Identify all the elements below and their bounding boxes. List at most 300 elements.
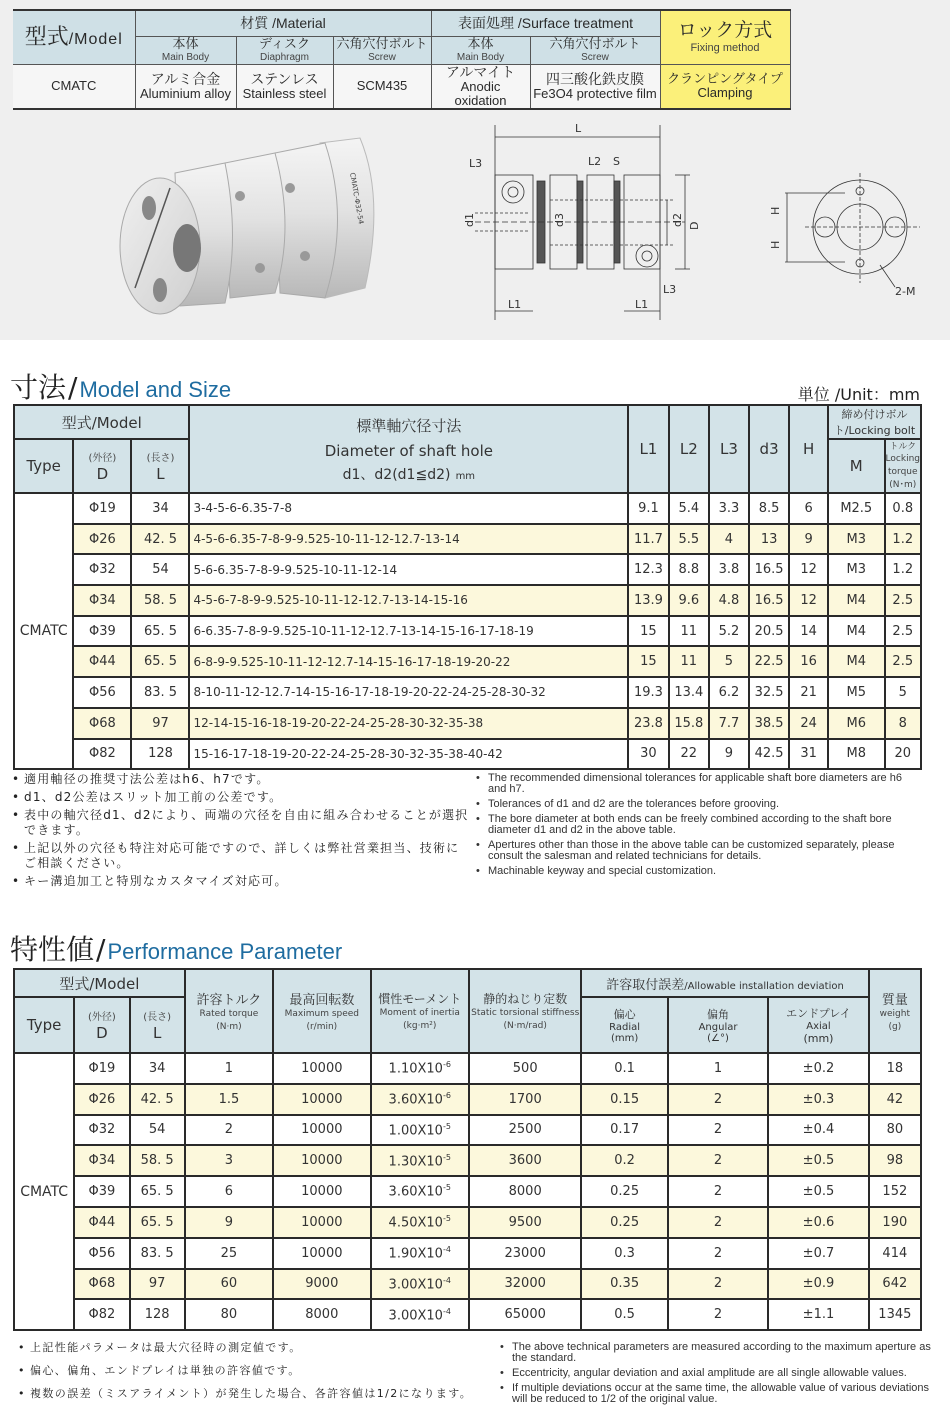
type-cell: CMATC (14, 1053, 74, 1330)
model-header (13, 10, 135, 64)
cell-l: 34 (131, 493, 189, 524)
inertia-mantissa: 1.30X10 (388, 1153, 443, 1169)
cell-shaft: 5-6-6.35-7-8-9-9.525-10-11-12-14 (189, 554, 628, 585)
material-model-cell: CMATC (13, 64, 135, 109)
size-table-row (14, 554, 921, 585)
cell-l1: 15 (628, 646, 668, 677)
cell-l: 54 (131, 554, 189, 585)
cell-l2: 5.5 (669, 524, 709, 555)
cell-l2: 5.4 (669, 493, 709, 524)
sub-header-surface-body (431, 36, 530, 64)
perf-notes-en (500, 1342, 940, 1409)
dev-en: /Allowable installation deviation (684, 980, 844, 992)
cell-h: 9 (789, 524, 828, 555)
cell-l2: 22 (669, 739, 709, 770)
cell-speed: 10000 (273, 1084, 370, 1115)
sub-en: Main Body (456, 51, 505, 63)
h-jp: 静的ねじり定数 (483, 991, 568, 1006)
note: • 上記以外の穴径も特注対応可能ですので、詳しくは弊社営業担当、技術にご相談ください。 (12, 841, 472, 871)
cell-l: 128 (131, 739, 189, 770)
cell-d: Φ26 (73, 524, 131, 555)
cell-angular: 2 (668, 1084, 768, 1115)
cell-shaft: 6-8-9-9.525-10-11-12-12.7-14-15-16-17-18-19-20-22 (189, 646, 628, 677)
cell-l: 97 (131, 708, 189, 739)
svg-text:D: D (688, 221, 701, 230)
max-speed-header (273, 969, 370, 1053)
cell-radial: 0.17 (581, 1115, 667, 1146)
rated-torque-header (185, 969, 273, 1053)
size-table-row (14, 524, 921, 555)
svg-text:L: L (575, 122, 582, 135)
perf-table-row (14, 1053, 921, 1084)
cell-stiff: 3600 (469, 1145, 581, 1176)
cell-L: 65. 5 (130, 1207, 185, 1238)
l-jp: (長さ) (143, 1012, 172, 1023)
cell-l3: 4.8 (709, 585, 749, 616)
h-jp: 最高回転数 (289, 992, 355, 1008)
inertia-exponent: -4 (442, 1306, 451, 1316)
inertia-exponent: -6 (442, 1060, 451, 1070)
cell-l2: 8.8 (669, 554, 709, 585)
sub-header-surface-screw (530, 36, 660, 64)
svg-text:L1: L1 (635, 298, 649, 311)
note: • 表中の軸穴径d1、d2により、両端の穴径を自由に組み合わせることが選択できます。 (12, 808, 472, 838)
sub-header-main-body (135, 36, 236, 64)
cell-axial: ±0.4 (768, 1115, 868, 1146)
cell-inertia (371, 1115, 469, 1146)
cell-d3: 13 (749, 524, 789, 555)
cell-d3: 32.5 (749, 677, 789, 708)
performance-table (13, 968, 922, 1331)
radial-header (581, 997, 667, 1053)
cell-torque: 1.2 (885, 554, 921, 585)
surface-screw-treatment (530, 64, 660, 109)
cell-m: M5 (828, 677, 885, 708)
cell-D: Φ82 (74, 1299, 129, 1330)
cell-inertia (371, 1207, 469, 1238)
cell-D: Φ19 (74, 1053, 129, 1084)
sub-jp: 六角穴付ボルト (549, 36, 641, 52)
h-unit: (∠°) (707, 1033, 729, 1044)
cell-l1: 30 (628, 739, 668, 770)
size-table-row (14, 585, 921, 616)
cell-torque: 9 (185, 1207, 273, 1238)
cell-radial: 0.25 (581, 1176, 667, 1207)
surface-group-header: 表面処理 /Surface treatment (431, 10, 660, 36)
cell-l1: 15 (628, 616, 668, 647)
note: • d1、d2公差はスリット加工前の公差です。 (12, 790, 472, 805)
size-title-en: Model and Size (79, 377, 232, 402)
screw-material (333, 64, 431, 109)
cell-shaft: 6-6.35-7-8-9-9.525-10-11-12-12.7-13-14-15-16-17-18-19 (189, 616, 628, 647)
d-en: D (96, 1024, 108, 1042)
cell-d3: 20.5 (749, 616, 789, 647)
inertia-mantissa: 1.10X10 (388, 1061, 443, 1077)
inertia-mantissa: 3.00X10 (388, 1277, 443, 1293)
cell-torque: 3 (185, 1145, 273, 1176)
inertia-mantissa: 3.00X10 (388, 1307, 443, 1323)
cell-l: 58. 5 (131, 585, 189, 616)
cell-axial: ±0.7 (768, 1238, 868, 1269)
cell-D: Φ39 (74, 1176, 129, 1207)
cell-h: 14 (789, 616, 828, 647)
size-section-title: 寸法/Model and Size (10, 371, 232, 404)
cell-l3: 9 (709, 739, 749, 770)
l-header-jp: (長さ) (146, 453, 175, 464)
svg-text:S: S (613, 155, 620, 168)
cell-shaft: 15-16-17-18-19-20-22-24-25-28-30-32-35-38-40-42 (189, 739, 628, 770)
sub-jp: 本体 (467, 36, 494, 52)
cell-l: 65. 5 (131, 616, 189, 647)
l-header-en: L (156, 465, 165, 483)
cell-d3: 16.5 (749, 585, 789, 616)
inertia-exponent: -4 (442, 1275, 451, 1285)
cell-D: Φ26 (74, 1084, 129, 1115)
cell-weight: 1345 (869, 1299, 921, 1330)
model-header-en: /Model (68, 31, 123, 49)
cell-torque: 20 (885, 739, 921, 770)
dimension-drawing (455, 115, 945, 335)
cell-radial: 0.2 (581, 1145, 667, 1176)
cell-radial: 0.3 (581, 1238, 667, 1269)
cell-h: 16 (789, 646, 828, 677)
cell-torque: 8 (885, 708, 921, 739)
svg-text:L3: L3 (469, 157, 483, 170)
cell-weight: 414 (869, 1238, 921, 1269)
perf-table-row (14, 1084, 921, 1115)
cell-l2: 13.4 (669, 677, 709, 708)
cell-torque: 5 (885, 677, 921, 708)
cell-radial: 0.1 (581, 1053, 667, 1084)
h-jp: 許容トルク (196, 992, 262, 1008)
cell-l2: 15.8 (669, 708, 709, 739)
cell-l3: 4 (709, 524, 749, 555)
unit-label: 単位 /Unit：mm (797, 385, 920, 404)
torque-en: Locking torque (885, 454, 920, 477)
sub-en: Screw (581, 51, 609, 63)
size-notes-jp (12, 772, 472, 892)
inertia-mantissa: 1.00X10 (388, 1123, 443, 1139)
cell-D: Φ32 (74, 1115, 129, 1146)
d-header (74, 997, 129, 1053)
cell-angular: 2 (668, 1115, 768, 1146)
cell-l: 65. 5 (131, 646, 189, 677)
sub-jp: 本体 (172, 36, 199, 52)
val-en: Stainless steel (242, 86, 327, 102)
torque-unit: (N･m) (889, 479, 917, 490)
cell-speed: 10000 (273, 1176, 370, 1207)
inertia-exponent: -5 (442, 1214, 451, 1224)
cell-radial: 0.35 (581, 1269, 667, 1300)
size-table-row (14, 646, 921, 677)
perf-model-header: 型式/Model (14, 969, 185, 997)
cell-inertia (371, 1176, 469, 1207)
cell-torque: 1.2 (885, 524, 921, 555)
shaft-header-jp: 標準軸穴径寸法 (356, 416, 462, 435)
perf-table-row (14, 1176, 921, 1207)
h-en: Angular (698, 1022, 738, 1033)
d-header-jp: (外径) (88, 453, 117, 464)
perf-table-row (14, 1115, 921, 1146)
h-jp: エンドプレイ (786, 1007, 851, 1020)
h-unit: (g) (888, 1021, 902, 1032)
cell-angular: 2 (668, 1145, 768, 1176)
h-en: Rated torque (199, 1008, 259, 1019)
h-en: Maximum speed (284, 1008, 360, 1019)
val-jp: 四三酸化鉄皮膜 (546, 70, 644, 87)
cell-axial: ±0.9 (768, 1269, 868, 1300)
cell-weight: 152 (869, 1176, 921, 1207)
cell-torque: 1 (185, 1053, 273, 1084)
cell-speed: 10000 (273, 1145, 370, 1176)
material-band (0, 0, 950, 340)
cell-stiff: 1700 (469, 1084, 581, 1115)
perf-title-jp: 特性値 (10, 933, 95, 966)
h-en: Radial (609, 1022, 641, 1033)
note: • Eccentricity, angular deviation and axial amplitude are all single allowable values. (500, 1368, 940, 1379)
cell-d: Φ19 (73, 493, 131, 524)
h-en: Static torsional stiffness (471, 1007, 580, 1018)
inertia-exponent: -6 (442, 1091, 451, 1101)
perf-section-title: 特性値/Performance Parameter (10, 933, 343, 966)
fixing-header-jp: ロック方式 (677, 19, 773, 41)
l1-header: L1 (628, 405, 668, 493)
cell-shaft: 12-14-15-16-18-19-20-22-24-25-28-30-32-35-38 (189, 708, 628, 739)
cell-L: 128 (130, 1299, 185, 1330)
cell-torque: 80 (185, 1299, 273, 1330)
inertia-mantissa: 4.50X10 (388, 1215, 443, 1231)
cell-l2: 9.6 (669, 585, 709, 616)
h-unit: (mm) (610, 1033, 639, 1044)
cell-l1: 23.8 (628, 708, 668, 739)
size-table-row (14, 708, 921, 739)
cell-speed: 10000 (273, 1115, 370, 1146)
cell-angular: 2 (668, 1207, 768, 1238)
material-table (13, 9, 791, 110)
val-jp: アルマイト (445, 63, 516, 80)
cell-weight: 98 (869, 1145, 921, 1176)
d-header-en: D (96, 465, 109, 483)
h-unit: (mm) (803, 1032, 834, 1045)
size-table-row (14, 616, 921, 647)
perf-title-en: Performance Parameter (107, 939, 343, 964)
cell-inertia (371, 1084, 469, 1115)
cell-D: Φ44 (74, 1207, 129, 1238)
cell-l: 42. 5 (131, 524, 189, 555)
inertia-exponent: -5 (442, 1152, 451, 1162)
note: • Tolerances of d1 and d2 are the tolerances before grooving. (476, 799, 916, 810)
cell-radial: 0.15 (581, 1084, 667, 1115)
h-unit: (kg·m²) (403, 1020, 437, 1031)
cell-d: Φ82 (73, 739, 131, 770)
cell-l1: 19.3 (628, 677, 668, 708)
cell-d3: 42.5 (749, 739, 789, 770)
val-jp: アルミ合金 (150, 70, 221, 87)
d-jp: (外径) (87, 1012, 116, 1023)
shaft-header-en: Diameter of shaft hole (324, 441, 493, 460)
val-en: Aluminium alloy (139, 86, 232, 102)
cell-m: M4 (828, 646, 885, 677)
val-en: Clamping (697, 85, 753, 101)
axial-header (768, 997, 868, 1053)
perf-table-row (14, 1207, 921, 1238)
cell-torque: 2.5 (885, 616, 921, 647)
cell-axial: ±0.6 (768, 1207, 868, 1238)
cell-l3: 5.2 (709, 616, 749, 647)
dev-jp: 許容取付誤差 (606, 977, 685, 993)
cell-m: M3 (828, 554, 885, 585)
type-header: Type (14, 997, 74, 1053)
sub-jp: ディスク (259, 36, 310, 52)
stiffness-header (469, 969, 581, 1053)
size-table-row (14, 677, 921, 708)
svg-text:d2: d2 (671, 213, 684, 227)
diaphragm-material (236, 64, 333, 109)
h-jp: 慣性モーメント (378, 991, 462, 1006)
cell-shaft: 4-5-6-6.35-7-8-9-9.525-10-11-12-12.7-13-14 (189, 524, 628, 555)
cell-radial: 0.5 (581, 1299, 667, 1330)
coupling-product-photo (115, 128, 385, 318)
cell-torque: 6 (185, 1176, 273, 1207)
cell-stiff: 9500 (469, 1207, 581, 1238)
cell-stiff: 65000 (469, 1299, 581, 1330)
cell-angular: 2 (668, 1299, 768, 1330)
cell-D: Φ34 (74, 1145, 129, 1176)
cell-l3: 3.8 (709, 554, 749, 585)
perf-table-row (14, 1145, 921, 1176)
h-header: H (789, 405, 828, 493)
cell-D: Φ68 (74, 1269, 129, 1300)
cell-torque: 25 (185, 1238, 273, 1269)
cell-d3: 8.5 (749, 493, 789, 524)
l-header (131, 439, 189, 493)
svg-text:2-M: 2-M (895, 285, 916, 298)
torque-jp: トルク (889, 441, 917, 452)
cell-d: Φ32 (73, 554, 131, 585)
cell-angular: 2 (668, 1176, 768, 1207)
inertia-exponent: -5 (442, 1121, 451, 1131)
cell-stiff: 23000 (469, 1238, 581, 1269)
cell-axial: ±0.2 (768, 1053, 868, 1084)
cell-angular: 1 (668, 1053, 768, 1084)
svg-text:L2: L2 (588, 155, 602, 168)
cell-stiff: 32000 (469, 1269, 581, 1300)
locking-torque-header (885, 439, 921, 493)
sub-jp: 六角穴付ボルト (336, 36, 428, 52)
cell-l: 83. 5 (131, 677, 189, 708)
cell-m: M6 (828, 708, 885, 739)
h-jp: 偏角 (707, 1008, 730, 1021)
cell-L: 54 (130, 1115, 185, 1146)
note: • 上記性能パラメータは最大穴径時の測定値です。 (18, 1338, 478, 1358)
cell-weight: 42 (869, 1084, 921, 1115)
cell-inertia (371, 1145, 469, 1176)
note: • キー溝追加工と特別なカスタマイズ対応可。 (12, 874, 472, 889)
inertia-exponent: -4 (442, 1245, 451, 1255)
perf-notes-jp (18, 1338, 478, 1406)
material-group-header: 材質 /Material (135, 10, 431, 36)
cell-m: M8 (828, 739, 885, 770)
size-model-header: 型式/Model (14, 405, 189, 439)
locking-bolt-header: 締め付けボルト/Locking bolt (828, 405, 921, 439)
size-notes-en (476, 773, 916, 881)
l2-header: L2 (669, 405, 709, 493)
inertia-header (371, 969, 469, 1053)
note: • Machinable keyway and special customization. (476, 866, 916, 877)
h-en: weight (879, 1008, 911, 1019)
note: • 偏心、偏角、エンドプレイは単独の許容値です。 (18, 1361, 478, 1381)
cell-L: 65. 5 (130, 1176, 185, 1207)
cell-torque: 0.8 (885, 493, 921, 524)
cell-stiff: 8000 (469, 1176, 581, 1207)
h-unit: (r/min) (306, 1021, 338, 1032)
cell-speed: 10000 (273, 1238, 370, 1269)
cell-speed: 9000 (273, 1269, 370, 1300)
cell-L: 58. 5 (130, 1145, 185, 1176)
h-en: Moment of inertia (379, 1007, 460, 1018)
val-en: Fe3O4 protective film (533, 86, 657, 102)
val-en: SCM435 (356, 78, 408, 94)
cell-inertia (371, 1053, 469, 1084)
svg-text:d1: d1 (463, 213, 476, 227)
inertia-mantissa: 1.90X10 (388, 1246, 443, 1262)
cell-h: 31 (789, 739, 828, 770)
cell-inertia (371, 1269, 469, 1300)
cell-d3: 38.5 (749, 708, 789, 739)
sub-en: Diaphragm (260, 51, 309, 63)
cell-l1: 9.1 (628, 493, 668, 524)
cell-torque: 2 (185, 1115, 273, 1146)
cell-l3: 3.3 (709, 493, 749, 524)
inertia-mantissa: 3.60X10 (388, 1092, 443, 1108)
cell-d: Φ68 (73, 708, 131, 739)
h-en: Axial (806, 1021, 831, 1032)
cell-l3: 5 (709, 646, 749, 677)
cell-axial: ±0.5 (768, 1145, 868, 1176)
cell-L: 34 (130, 1053, 185, 1084)
note: • The above technical parameters are measured according to the maximum aperture as the standard. (500, 1342, 940, 1364)
cell-D: Φ56 (74, 1238, 129, 1269)
cell-inertia (371, 1299, 469, 1330)
cell-m: M4 (828, 616, 885, 647)
cell-l3: 6.2 (709, 677, 749, 708)
cell-h: 6 (789, 493, 828, 524)
d-header (73, 439, 131, 493)
perf-table-row (14, 1269, 921, 1300)
cell-speed: 8000 (273, 1299, 370, 1330)
cell-l1: 12.3 (628, 554, 668, 585)
cell-d: Φ44 (73, 646, 131, 677)
weight-header (869, 969, 921, 1053)
val-jp: ステンレス (250, 70, 319, 87)
sub-en: Main Body (161, 51, 210, 63)
cell-shaft: 8-10-11-12-12.7-14-15-16-17-18-19-20-22-24-25-28-30-32 (189, 677, 628, 708)
cell-L: 97 (130, 1269, 185, 1300)
cell-axial: ±1.1 (768, 1299, 868, 1330)
svg-text:CMATC-Φ32-54: CMATC-Φ32-54 (348, 171, 365, 225)
l-header (130, 997, 185, 1053)
perf-table-row (14, 1299, 921, 1330)
model-header-jp: 型式 (24, 24, 69, 50)
cell-speed: 10000 (273, 1207, 370, 1238)
cell-torque: 1.5 (185, 1084, 273, 1115)
note: • Apertures other than those in the above table can be customized separately, please consult the salesman and related technicians for details. (476, 840, 916, 862)
m-header: M (828, 439, 885, 493)
cell-weight: 642 (869, 1269, 921, 1300)
svg-text:H: H (769, 240, 782, 249)
fixing-header (660, 10, 790, 64)
note: • If multiple deviations occur at the same time, the allowable value of various deviations will be reduced to 1/2 of the original value. (500, 1383, 940, 1405)
